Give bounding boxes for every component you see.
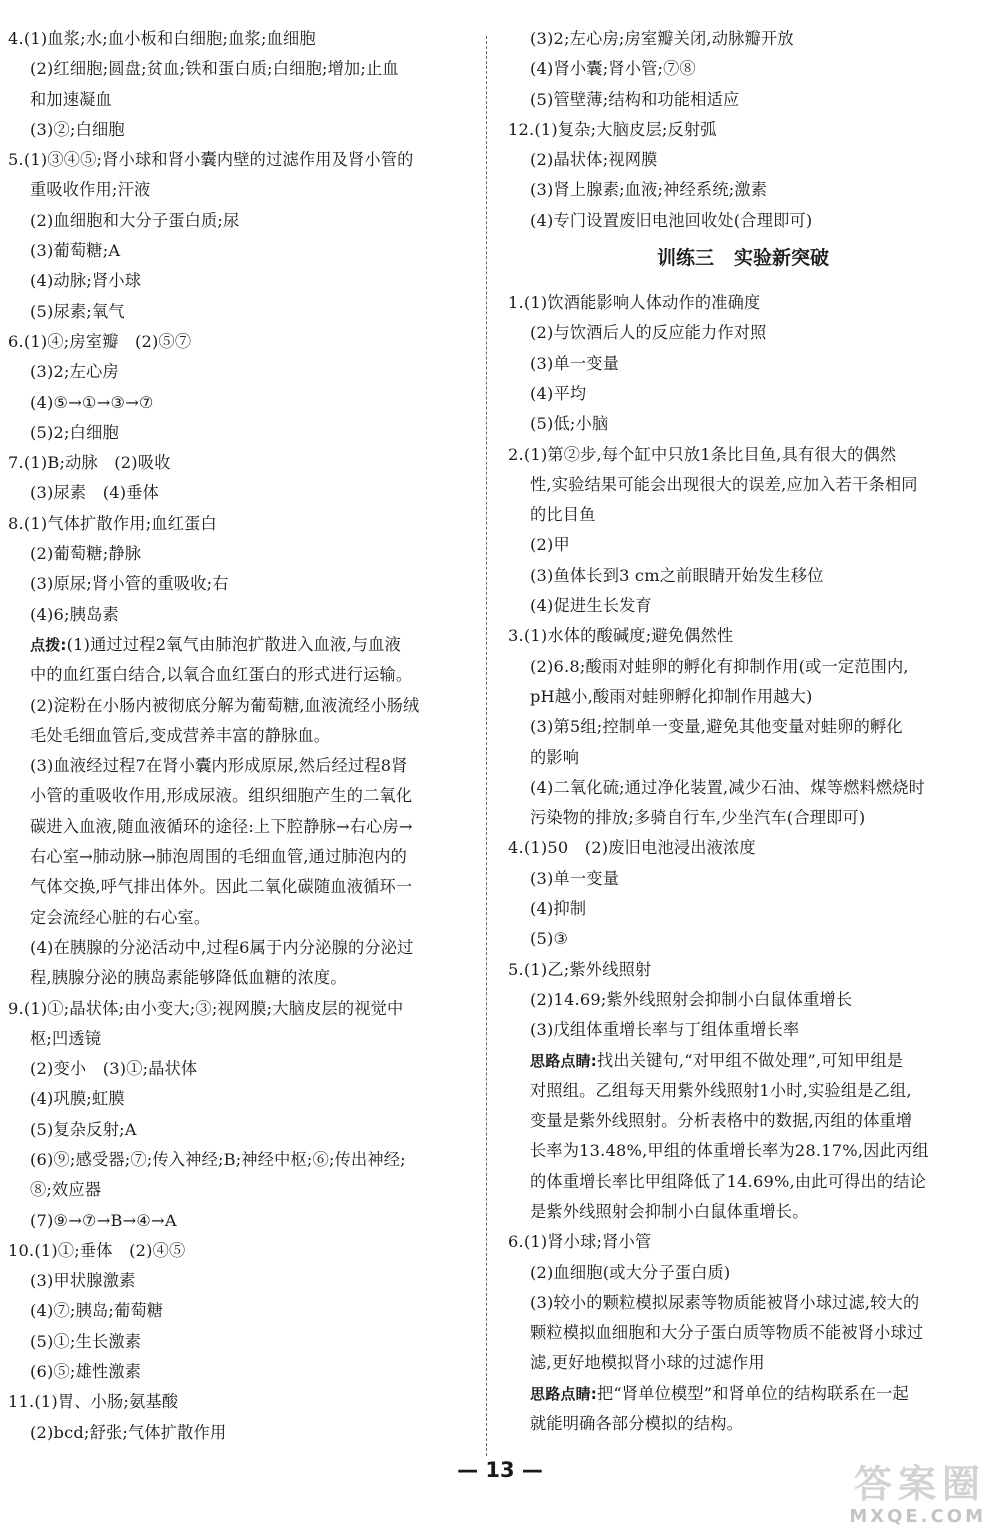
answer-line — [508, 206, 978, 236]
line-text: (3)原尿;肾小管的重吸收;右 — [30, 574, 229, 594]
line-text: 7.(1)B;动脉 (2)吸收 — [8, 453, 171, 473]
answer-line — [508, 409, 978, 439]
line-text: (4)6;胰岛素 — [30, 604, 119, 624]
line-text: (4)平均 — [530, 383, 587, 403]
explanation-line — [8, 630, 470, 660]
line-text: (6)⑨;感受器;⑦;传入神经;B;神经中枢;⑥;传出神经; — [30, 1149, 406, 1169]
line-text: 对照组。乙组每天用紫外线照射1小时,实验组是乙组, — [530, 1080, 912, 1100]
watermark-logo — [806, 1462, 986, 1528]
line-text: (2)淀粉在小肠内被彻底分解为葡萄糖,血液流经小肠绒 — [30, 695, 420, 715]
answer-line — [8, 1296, 470, 1326]
experiment-answers — [508, 288, 978, 1439]
line-text: 长率为13.48%,甲组的体重增长率为28.17%,因此丙组 — [530, 1141, 929, 1161]
answer-line — [508, 1348, 978, 1378]
line-text: 碳进入血液,随血液循环的途径:上下腔静脉→右心房→ — [30, 816, 413, 836]
line-text: ⑧;效应器 — [30, 1180, 102, 1200]
line-text: (5)管壁薄;结构和功能相适应 — [530, 89, 740, 109]
answer-line — [8, 266, 470, 296]
answer-line — [8, 388, 470, 418]
answer-line — [8, 600, 470, 630]
line-text: 程,胰腺分泌的胰岛素能够降低血糖的浓度。 — [30, 968, 347, 988]
answer-item — [8, 994, 470, 1024]
line-text: (3)肾上腺素;血液;神经系统;激素 — [530, 180, 768, 200]
answer-line — [8, 1357, 470, 1387]
answer-line — [508, 1318, 978, 1348]
answer-line — [8, 903, 470, 933]
answer-line — [8, 933, 470, 963]
section-title-text: 实验新突破 — [734, 247, 830, 270]
answer-line — [508, 1409, 978, 1439]
line-text: 5.(1)乙;紫外线照射 — [508, 959, 652, 979]
answer-line — [508, 349, 978, 379]
answer-line — [8, 1084, 470, 1114]
answer-line — [8, 1266, 470, 1296]
line-text: 气体交换,呼气排出体外。因此二氧化碳随血液循环一 — [30, 877, 413, 897]
explanation-label: 思路点睛: — [530, 1051, 597, 1070]
answer-line — [508, 743, 978, 773]
answer-line — [8, 721, 470, 751]
answer-line — [508, 318, 978, 348]
answer-item — [508, 621, 978, 651]
line-text: 枢;凹透镜 — [30, 1028, 102, 1048]
column-divider — [486, 36, 487, 1456]
line-text: (4)二氧化硫;通过净化装置,减少石油、煤等燃料燃烧时 — [530, 777, 926, 797]
answer-line — [508, 1076, 978, 1106]
line-text: (5)尿素;氧气 — [30, 301, 125, 321]
line-text: (1)通过过程2氧气由肺泡扩散进入血液,与血液 — [66, 634, 401, 654]
answer-line — [508, 145, 978, 175]
answer-line — [508, 1015, 978, 1045]
line-text: (2)葡萄糖;静脉 — [30, 544, 142, 564]
line-text: (4)⑦;胰岛;葡萄糖 — [30, 1301, 164, 1321]
line-text: (5)复杂反射;A — [30, 1119, 137, 1139]
page-number: — 13 — — [457, 1458, 543, 1482]
watermark-top: 答案圈 — [853, 1462, 986, 1506]
answer-line — [8, 812, 470, 842]
line-text: 定会流经心脏的右心室。 — [30, 907, 211, 927]
line-text: (5)低;小脑 — [530, 414, 609, 434]
answer-item — [8, 327, 470, 357]
line-text: (3)鱼体长到3 cm之前眼睛开始发生移位 — [530, 565, 824, 585]
answer-line — [8, 297, 470, 327]
line-text: (2)甲 — [530, 535, 570, 555]
answer-line — [508, 1288, 978, 1318]
answer-item — [8, 145, 470, 175]
answer-line — [508, 500, 978, 530]
line-text: (4)巩膜;虹膜 — [30, 1089, 125, 1109]
line-text: (2)血细胞和大分子蛋白质;尿 — [30, 210, 240, 230]
line-text: (3)2;左心房;房室瓣关闭,动脉瓣开放 — [530, 29, 794, 48]
line-text: (2)晶状体;视网膜 — [530, 150, 658, 170]
answer-line — [8, 569, 470, 599]
answer-line — [8, 1145, 470, 1175]
answer-item — [508, 288, 978, 318]
line-text: (3)单一变量 — [530, 868, 620, 888]
answer-item — [8, 1236, 470, 1266]
answer-item — [8, 509, 470, 539]
answer-line — [508, 1106, 978, 1136]
answer-line — [8, 1206, 470, 1236]
line-text: 毛处毛细血管后,变成营养丰富的静脉血。 — [30, 725, 331, 745]
answer-line — [508, 54, 978, 84]
answers-continued — [508, 24, 978, 236]
answer-line — [8, 357, 470, 387]
answer-line — [8, 1024, 470, 1054]
line-text: (2)6.8;酸雨对蛙卵的孵化有抑制作用(或一定范围内, — [530, 656, 909, 676]
answer-line — [508, 379, 978, 409]
line-text: 颗粒模拟血细胞和大分子蛋白质等物质不能被肾小球过 — [530, 1323, 924, 1343]
line-text: 变量是紫外线照射。分析表格中的数据,丙组的体重增 — [530, 1111, 913, 1131]
line-text: (2)血细胞(或大分子蛋白质) — [530, 1262, 731, 1282]
answer-line — [508, 175, 978, 205]
line-text: (3)血液经过程7在肾小囊内形成原尿,然后经过程8肾 — [30, 756, 408, 776]
line-text: 的体重增长率比甲组降低了14.69%,由此可得出的结论 — [530, 1171, 927, 1191]
answer-line — [508, 1197, 978, 1227]
line-text: (3)葡萄糖;A — [30, 241, 121, 261]
answer-line — [8, 691, 470, 721]
answer-line — [8, 842, 470, 872]
answer-item — [508, 955, 978, 985]
answer-line — [8, 418, 470, 448]
explanation-line — [508, 1046, 978, 1076]
explanation-label: 思路点睛: — [530, 1384, 597, 1403]
line-text: 把“肾单位模型”和肾单位的结构联系在一起 — [597, 1383, 909, 1403]
answer-line — [8, 751, 470, 781]
section-title-label: 训练三 — [656, 247, 714, 270]
answer-line — [508, 530, 978, 560]
line-text: 和加速凝血 — [30, 89, 112, 109]
line-text: (2)14.69;紫外线照射会抑制小白鼠体重增长 — [530, 989, 853, 1009]
answer-line — [8, 1115, 470, 1145]
watermark-bottom: MXQE.COM — [849, 1506, 986, 1527]
answer-line — [508, 712, 978, 742]
line-text: 2.(1)第②步,每个缸中只放1条比目鱼,具有很大的偶然 — [508, 444, 897, 464]
answer-line — [508, 24, 978, 54]
answer-line — [508, 1258, 978, 1288]
line-text: 找出关键句,“对甲组不做处理”,可知甲组是 — [597, 1050, 904, 1070]
line-text: 6.(1)肾小球;肾小管 — [508, 1232, 652, 1252]
answer-line — [8, 175, 470, 205]
line-text: (3)戊组体重增长率与丁组体重增长率 — [530, 1020, 800, 1040]
answer-item — [508, 833, 978, 863]
line-text: (5)2;白细胞 — [30, 422, 119, 442]
line-text: 3.(1)水体的酸碱度;避免偶然性 — [508, 626, 734, 646]
explanation-line — [508, 1379, 978, 1409]
answer-line — [8, 660, 470, 690]
line-text: (3)第5组;控制单一变量,避免其他变量对蛙卵的孵化 — [530, 717, 903, 737]
line-text: 重吸收作用;汗液 — [30, 180, 151, 200]
answer-line — [8, 1418, 470, 1448]
answer-line — [508, 561, 978, 591]
line-text: 是紫外线照射会抑制小白鼠体重增长。 — [530, 1201, 809, 1221]
answer-line — [508, 924, 978, 954]
answer-line — [8, 1175, 470, 1205]
answer-item — [8, 1387, 470, 1417]
line-text: (4)专门设置废旧电池回收处(合理即可) — [530, 210, 813, 230]
explanation-label: 点拨: — [30, 635, 67, 654]
line-text: (4)抑制 — [530, 899, 587, 919]
line-text: 9.(1)①;晶状体;由小变大;③;视网膜;大脑皮层的视觉中 — [8, 998, 404, 1018]
line-text: (5)①;生长激素 — [30, 1331, 142, 1351]
left-column — [8, 24, 470, 1448]
line-text: (3)甲状腺激素 — [30, 1271, 136, 1291]
line-text: 就能明确各部分模拟的结构。 — [530, 1414, 744, 1434]
line-text: 4.(1)血浆;水;血小板和白细胞;血浆;血细胞 — [8, 29, 316, 48]
line-text: (3)2;左心房 — [30, 362, 119, 382]
answer-line — [8, 872, 470, 902]
answer-line — [508, 1136, 978, 1166]
line-text: (6)⑤;雄性激素 — [30, 1362, 142, 1382]
line-text: pH越小,酸雨对蛙卵孵化抑制作用越大) — [530, 686, 813, 706]
answer-line — [8, 115, 470, 145]
answer-item — [8, 448, 470, 478]
answer-line — [508, 803, 978, 833]
line-text: (4)促进生长发育 — [530, 596, 652, 616]
line-text: 右心室→肺动脉→肺泡周围的毛细血管,通过肺泡内的 — [30, 847, 408, 867]
answer-item — [508, 115, 978, 145]
line-text: 性,实验结果可能会出现很大的误差,应加入若干条相同 — [530, 474, 918, 494]
line-text: 的比目鱼 — [530, 505, 596, 525]
line-text: (4)⑤→①→③→⑦ — [30, 392, 154, 412]
answer-item — [508, 1227, 978, 1257]
line-text: (3)较小的颗粒模拟尿素等物质能被肾小球过滤,较大的 — [530, 1292, 920, 1312]
line-text: 4.(1)50 (2)废旧电池浸出液浓度 — [508, 838, 756, 858]
answer-line — [508, 1167, 978, 1197]
line-text: (3)尿素 (4)垂体 — [30, 483, 159, 503]
line-text: (4)在胰腺的分泌活动中,过程6属于内分泌腺的分泌过 — [30, 937, 414, 957]
answer-line — [8, 781, 470, 811]
line-text: 中的血红蛋白结合,以氧合血红蛋白的形式进行运输。 — [30, 665, 413, 685]
line-text: (3)单一变量 — [530, 353, 620, 373]
answer-line — [508, 591, 978, 621]
line-text: (7)⑨→⑦→B→④→A — [30, 1210, 177, 1230]
line-text: (3)②;白细胞 — [30, 119, 125, 139]
line-text: 6.(1)④;房室瓣 (2)⑤⑦ — [8, 331, 192, 351]
line-text: 10.(1)①;垂体 (2)④⑤ — [8, 1240, 186, 1260]
line-text: 滤,更好地模拟肾小球的过滤作用 — [530, 1353, 765, 1373]
line-text: (4)动脉;肾小球 — [30, 271, 142, 291]
answer-line — [8, 539, 470, 569]
answer-line — [508, 864, 978, 894]
line-text: 5.(1)③④⑤;肾小球和肾小囊内壁的过滤作用及肾小管的 — [8, 150, 414, 170]
answer-line — [8, 478, 470, 508]
line-text: (2)bcd;舒张;气体扩散作用 — [30, 1422, 227, 1442]
answer-line — [508, 652, 978, 682]
line-text: (4)肾小囊;肾小管;⑦⑧ — [530, 59, 696, 79]
answer-line — [508, 682, 978, 712]
answer-line — [508, 894, 978, 924]
line-text: 8.(1)气体扩散作用;血红蛋白 — [8, 513, 217, 533]
answer-line — [8, 85, 470, 115]
line-text: 的影响 — [530, 747, 580, 767]
line-text: 小管的重吸收作用,形成尿液。组织细胞产生的二氧化 — [30, 786, 413, 806]
line-text: (2)变小 (3)①;晶状体 — [30, 1059, 198, 1079]
answer-line — [8, 206, 470, 236]
line-text: 污染物的排放;多骑自行车,少坐汽车(合理即可) — [530, 808, 866, 828]
line-text: (2)红细胞;圆盘;贫血;铁和蛋白质;白细胞;增加;止血 — [30, 59, 399, 79]
line-text: 12.(1)复杂;大脑皮层;反射弧 — [508, 119, 717, 139]
answer-line — [8, 1054, 470, 1084]
answer-line — [508, 773, 978, 803]
line-text: (5)③ — [530, 929, 569, 949]
answer-item — [508, 440, 978, 470]
answer-line — [508, 470, 978, 500]
right-column — [508, 24, 978, 1439]
answer-line — [508, 985, 978, 1015]
line-text: 1.(1)饮酒能影响人体动作的准确度 — [508, 293, 761, 313]
answer-line — [8, 236, 470, 266]
answer-line — [8, 1327, 470, 1357]
line-text: (2)与饮酒后人的反应能力作对照 — [530, 323, 767, 343]
answer-line — [508, 85, 978, 115]
answer-line — [8, 963, 470, 993]
answer-line — [8, 54, 470, 84]
answer-item — [8, 24, 470, 54]
section-title — [508, 236, 978, 288]
line-text: 11.(1)胃、小肠;氨基酸 — [8, 1392, 179, 1412]
